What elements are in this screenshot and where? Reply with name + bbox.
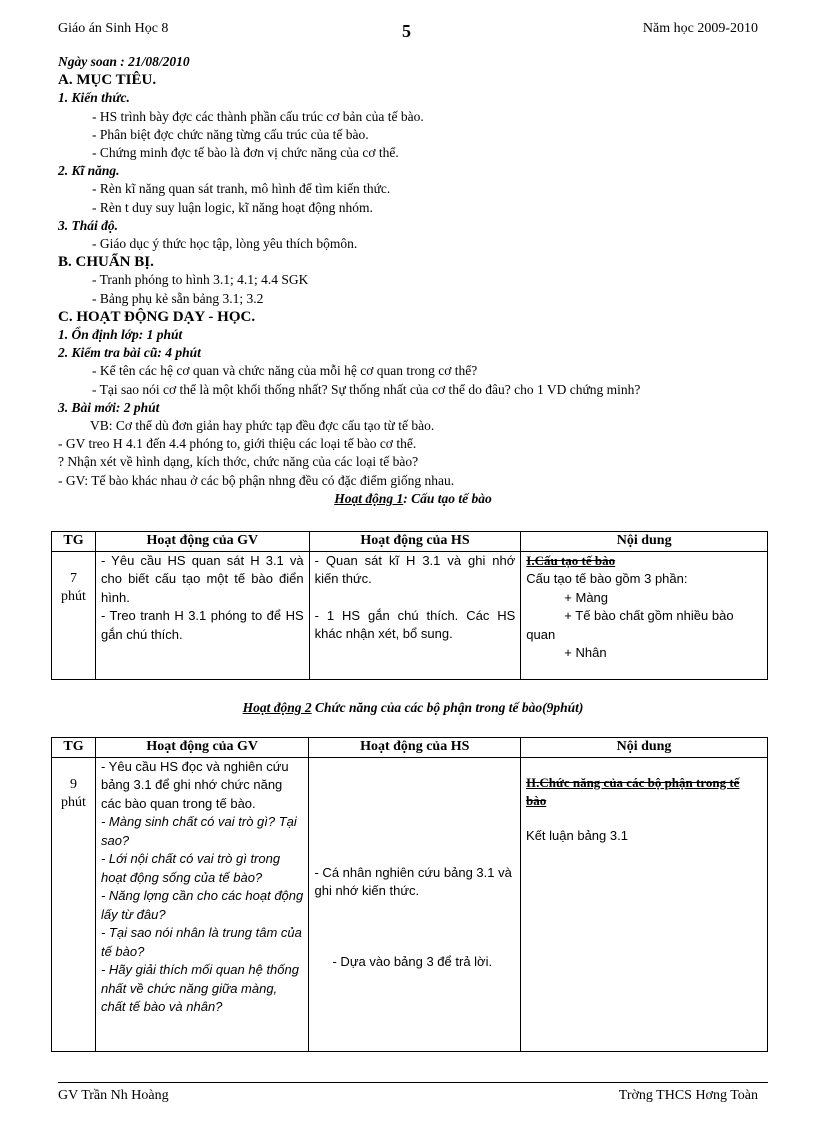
hs-step: - Quan sát kĩ H 3.1 và ghi nhớ kiến thức.: [314, 552, 516, 586]
a3-item: - Giáo dục ý thức học tập, lòng yêu thích bộmôn.: [92, 236, 358, 252]
col-hs: Hoạt động của HS: [309, 738, 521, 758]
nd-cell: [521, 551, 768, 679]
section-c-heading: C. HOẠT ĐỘNG DẠY - HỌC.: [58, 308, 256, 325]
activity1-title-label: Hoạt động 1: [334, 490, 404, 506]
nd-line: Kết luận bảng 3.1: [526, 827, 628, 843]
col-tg: TG: [52, 738, 96, 758]
activity1-title-rest: : Cấu tạo tế bào: [403, 490, 492, 506]
a2-item: - Rèn kĩ năng quan sát tranh, mô hình để tìm kiến thức.: [92, 181, 391, 197]
prep-date: Ngày soan : 21/08/2010: [58, 54, 190, 69]
footer-teacher: GV Trần Nh Hoàng: [58, 1088, 169, 1103]
activity2-table: [51, 737, 768, 1052]
gv-cell: [95, 757, 309, 1051]
c2-item: - Kể tên các hệ cơ quan và chức năng của mỗi hệ cơ quan trong cơ thể?: [92, 363, 478, 379]
nd-heading: II.Chức năng của các bộ phận trong tế bào: [526, 774, 740, 808]
b-item: - Bảng phụ kẻ sẵn bảng 3.1; 3.2: [92, 290, 264, 306]
activity2-title-label: Hoạt động 2: [242, 700, 312, 715]
a1-item: - Phân biệt đợc chức năng từng cấu trúc của tế bào.: [92, 126, 369, 142]
intro-line: VB: Cơ thể dù đơn giản hay phức tạp đều đợc cấu tạo từ tế bào.: [90, 418, 435, 434]
c3-line: - GV: Tế bào khác nhau ở các bộ phận nhng đều có đặc điểm giống nhau.: [58, 472, 455, 488]
section-a-heading: A. MỤC TIÊU.: [58, 72, 157, 89]
a2-heading: 2. Kĩ năng.: [58, 163, 120, 179]
gv-cell: [95, 551, 309, 679]
nd-heading: I.Cấu tạo tế bào: [526, 552, 616, 568]
table-header-row: [52, 738, 768, 758]
nd-line: + Màng: [564, 589, 609, 605]
footer-school: Trờng THCS Hơng Toàn: [618, 1088, 758, 1103]
c3-line: - GV treo H 4.1 đến 4.4 phóng to, giới thiệu các loại tế bào cơ thể.: [58, 436, 417, 452]
a1-item: - Chứng minh đợc tế bào là đơn vị chức năng của cơ thể.: [92, 145, 399, 161]
activity1-table: [51, 531, 768, 680]
c3-line: ? Nhận xét về hình dạng, kích thớc, chức năng của các loại tế bào?: [58, 454, 419, 470]
nd-line: quan: [526, 626, 556, 642]
a2-item: - Rèn t duy suy luận logic, kĩ năng hoạt động nhóm.: [92, 199, 373, 215]
lesson-body: [58, 53, 768, 508]
table-header-row: [52, 532, 768, 552]
gv-intro: - Yêu cầu HS đọc và nghiên cứu bảng 3.1 để ghi nhớ chức năng các bào quan trong tế bào.: [100, 758, 289, 811]
gv-question: - Lới nội chất có vai trò gì trong hoạt động sống của tế bào?: [100, 851, 281, 885]
c3-heading: 3. Bài mới: 2 phút: [58, 399, 160, 415]
section-b-heading: B. CHUẨN BỊ.: [58, 254, 154, 271]
gv-question: - Năng lợng cần cho các hoạt động lấy từ đâu?: [100, 888, 304, 922]
header-subject: Giáo án Sinh Học 8: [58, 21, 169, 36]
gv-step: - Yêu cầu HS quan sát H 3.1 và cho biết cấu tạo một tế bào điển hình.: [100, 552, 304, 605]
a3-heading: 3. Thái độ.: [58, 217, 119, 233]
col-gv: Hoạt động của GV: [95, 532, 309, 552]
gv-step: - Treo tranh H 3.1 phóng to để HS gắn chú thích.: [100, 608, 304, 642]
hs-step: - Cá nhân nghiên cứu bảng 3.1 và ghi nhớ kiến thức.: [314, 864, 512, 898]
c2-heading: 2. Kiểm tra bài cũ: 4 phút: [58, 345, 201, 361]
col-nd: Nội dung: [521, 532, 768, 552]
activity1-title: [58, 490, 768, 508]
footer-divider: [58, 1082, 768, 1083]
gv-question: - Tại sao nói nhân là trung tâm của tế bào?: [100, 925, 302, 959]
a1-heading: 1. Kiến thức.: [58, 90, 130, 106]
nd-line: + Tế bào chất gồm nhiều bào: [564, 608, 734, 623]
activity2-title: [58, 700, 768, 716]
a1-item: - HS trình bày đợc các thành phần cấu trúc cơ bản của tế bào.: [92, 108, 424, 124]
nd-cell: [521, 757, 768, 1051]
c2-item: - Tại sao nói cơ thể là một khối thống nhất? Sự thống nhất của cơ thể do đâu? cho 1 VD chứng minh?: [92, 381, 641, 397]
nd-line: + Nhân: [564, 645, 607, 660]
col-gv: Hoạt động của GV: [95, 738, 309, 758]
tg-cell: 7 phút: [52, 551, 96, 679]
c1-heading: 1. Ổn định lớp: 1 phút: [58, 327, 183, 343]
hs-step: - Dựa vào bảng 3 để trả lời.: [332, 953, 493, 969]
activity2-title-rest: Chức năng của các bộ phận trong tế bào(9phút): [311, 700, 584, 715]
nd-line: Cấu tạo tế bào gồm 3 phần:: [526, 571, 688, 586]
table-row: [52, 757, 768, 1051]
gv-question: - Màng sinh chất có vai trò gì? Tại sao?: [100, 814, 297, 848]
tg-cell: 9 phút: [52, 757, 96, 1051]
header-school-year: Năm học 2009-2010: [642, 21, 758, 36]
hs-cell: [309, 757, 521, 1051]
col-nd: Nội dung: [521, 738, 768, 758]
gv-question: - Hãy giải thích mối quan hệ thống nhất về chức năng giữa màng, chất tế bào và nhân?: [100, 962, 299, 1014]
col-tg: TG: [52, 532, 96, 552]
hs-step: - 1 HS gắn chú thích. Các HS khác nhận xét, bổ sung.: [314, 607, 516, 641]
page-number: 5: [402, 21, 411, 41]
b-item: - Tranh phóng to hình 3.1; 4.1; 4.4 SGK: [92, 272, 309, 288]
table-row: [52, 551, 768, 679]
col-hs: Hoạt động của HS: [309, 532, 521, 552]
hs-cell: [309, 551, 521, 679]
